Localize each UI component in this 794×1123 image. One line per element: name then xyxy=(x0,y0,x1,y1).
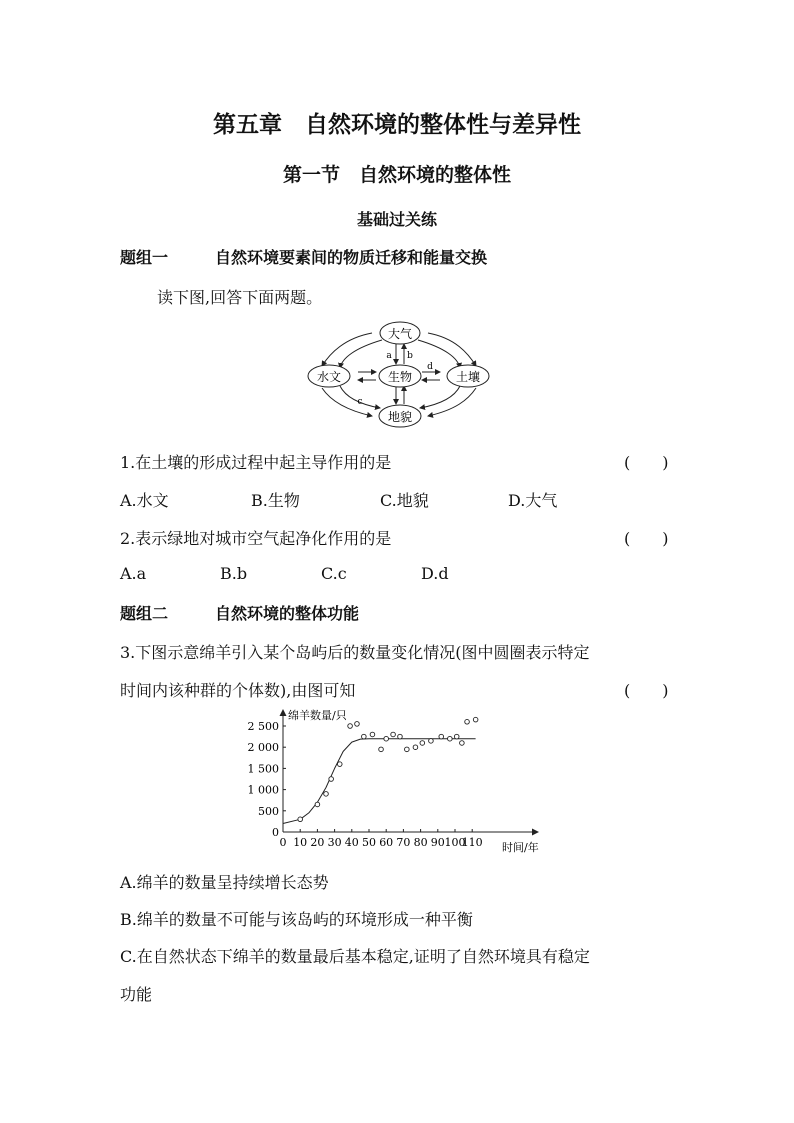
q1-option-a[interactable]: A.水文 xyxy=(120,491,169,510)
arrow-soil-to-landform xyxy=(428,388,476,416)
x-tick-label: 90 xyxy=(430,836,445,849)
x-tick-label: 20 xyxy=(310,836,325,849)
data-point xyxy=(324,792,329,797)
node-landform-label: 地貌 xyxy=(387,410,413,424)
x-tick-label: 70 xyxy=(396,836,411,849)
data-point xyxy=(337,762,342,767)
q3-option-a[interactable]: A.绵羊的数量呈持续增长态势 xyxy=(120,873,329,892)
label-d: d xyxy=(427,362,433,372)
q2-option-b[interactable]: B.b xyxy=(220,564,248,583)
data-point xyxy=(391,732,396,737)
data-point xyxy=(370,732,375,737)
q2-option-d[interactable]: D.d xyxy=(421,564,449,583)
q1-answer-blank[interactable]: ( ) xyxy=(624,453,669,472)
element-cycle-diagram xyxy=(300,318,500,430)
group1-title: 自然环境要素间的物质迁移和能量交换 xyxy=(215,248,488,267)
q3-option-c[interactable]: C.在自然状态下绵羊的数量最后基本稳定,证明了自然环境具有稳定 xyxy=(120,947,590,966)
q1-option-d[interactable]: D.大气 xyxy=(508,491,558,510)
section-title: 第一节 自然环境的整体性 xyxy=(282,164,511,186)
y-tick-label: 2 000 xyxy=(247,741,279,755)
x-tick-label: 10 xyxy=(293,836,308,849)
data-point xyxy=(355,722,360,727)
y-axis-label: 绵羊数量/只 xyxy=(288,709,347,722)
data-point xyxy=(413,745,418,750)
data-point xyxy=(460,741,465,746)
q2-stem: 2.表示绿地对城市空气起净化作用的是 xyxy=(120,529,392,548)
group2-label: 题组二 xyxy=(120,604,169,623)
q1-option-b[interactable]: B.生物 xyxy=(251,491,300,510)
x-tick-label: 60 xyxy=(379,836,394,849)
x-tick-label: 110 xyxy=(461,836,483,849)
data-point xyxy=(473,717,478,722)
y-tick-label: 1 000 xyxy=(247,783,279,797)
x-tick-label: 80 xyxy=(413,836,428,849)
q3-option-c-continued: 功能 xyxy=(120,985,153,1004)
intro-text: 读下图,回答下面两题。 xyxy=(157,288,323,307)
x-tick-label: 30 xyxy=(327,836,342,849)
subsection-title: 基础过关练 xyxy=(356,210,437,229)
data-point xyxy=(315,802,320,807)
data-point xyxy=(398,734,403,739)
label-c: c xyxy=(357,397,363,407)
data-point xyxy=(362,734,367,739)
sheep-population-chart xyxy=(240,704,545,859)
q1-option-c[interactable]: C.地貌 xyxy=(380,491,429,510)
q2-option-c[interactable]: C.c xyxy=(321,564,347,583)
data-point xyxy=(405,747,410,752)
data-point xyxy=(329,777,334,782)
data-point xyxy=(439,734,444,739)
label-a: a xyxy=(386,351,392,361)
data-point xyxy=(465,719,470,724)
data-point xyxy=(448,736,453,741)
arrow-atmos-to-soil xyxy=(428,333,476,366)
q1-stem: 1.在土壤的形成过程中起主导作用的是 xyxy=(120,453,392,472)
data-point xyxy=(379,747,384,752)
label-b: b xyxy=(407,351,413,361)
node-atmosphere-label: 大气 xyxy=(387,327,413,341)
x-tick-label: 40 xyxy=(344,836,359,849)
node-hydrology-label: 水文 xyxy=(316,370,342,384)
q2-option-a[interactable]: A.a xyxy=(120,564,147,583)
data-point xyxy=(420,741,425,746)
group2-title: 自然环境的整体功能 xyxy=(215,604,360,623)
node-biology-label: 生物 xyxy=(387,370,413,384)
arrow-atmos-to-water xyxy=(322,333,372,366)
x-tick-label: 50 xyxy=(362,836,376,849)
chapter-title: 第五章 自然环境的整体性与差异性 xyxy=(213,111,581,138)
data-point xyxy=(454,734,459,739)
data-point xyxy=(298,817,303,822)
data-point xyxy=(384,736,389,741)
data-point xyxy=(429,739,434,744)
q3-stem-line1: 3.下图示意绵羊引入某个岛屿后的数量变化情况(图中圆圈表示特定 xyxy=(120,643,590,662)
x-axis-label: 时间/年 xyxy=(502,841,539,854)
y-tick-label: 500 xyxy=(258,804,279,818)
x-tick-label: 100 xyxy=(444,836,466,849)
node-soil-label: 土壤 xyxy=(455,370,481,384)
y-tick-label: 1 500 xyxy=(247,762,279,776)
q2-answer-blank[interactable]: ( ) xyxy=(624,529,669,548)
q3-stem-line2: 时间内该种群的个体数),由图可知 xyxy=(120,681,356,700)
x-tick-label: 0 xyxy=(279,836,287,849)
data-point xyxy=(348,724,353,729)
q3-option-b[interactable]: B.绵羊的数量不可能与该岛屿的环境形成一种平衡 xyxy=(120,910,473,929)
y-tick-label: 2 500 xyxy=(247,720,279,733)
y-tick-label: 0 xyxy=(272,826,279,839)
group1-label: 题组一 xyxy=(120,248,169,267)
q3-answer-blank[interactable]: ( ) xyxy=(624,681,669,700)
arrow-water-to-landform xyxy=(322,388,372,416)
